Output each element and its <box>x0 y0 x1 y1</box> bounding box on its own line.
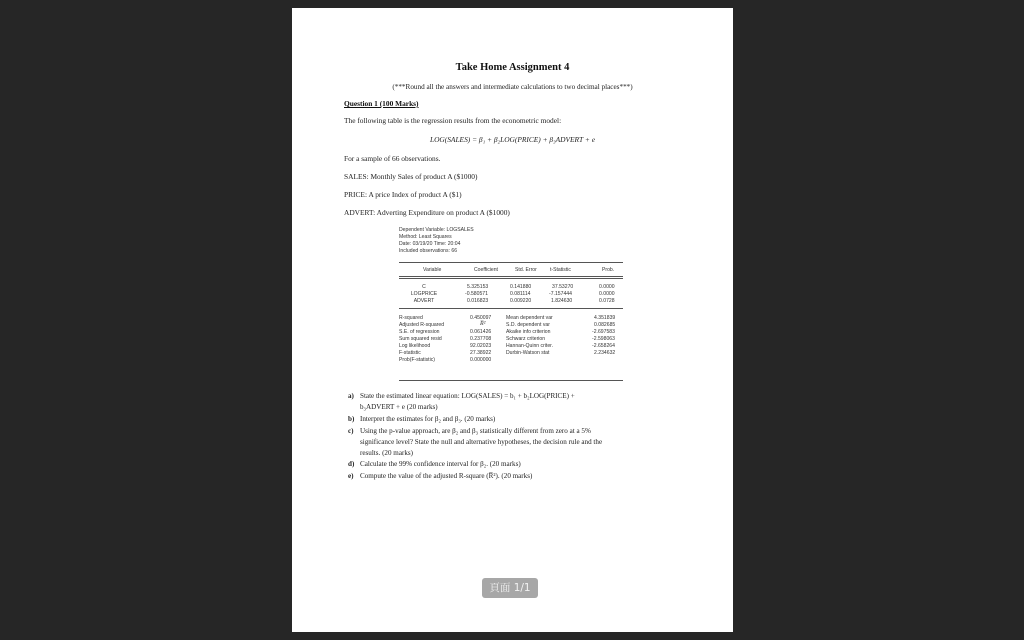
table-rule <box>399 380 623 381</box>
stat-value: 0.082685 <box>594 322 616 328</box>
page-title: Take Home Assignment 4 <box>455 62 570 73</box>
stat-label: S.E. of regression <box>399 329 440 335</box>
question-item: a) State the estimated linear equation: LOG(SALES) = b₁ + b₂LOG(PRICE) + <box>348 392 575 400</box>
stat-value: 2.234632 <box>594 350 616 356</box>
question-item: b) Interpret the estimates for β₂ and β₃. (20 marks) <box>348 415 496 423</box>
stat-value: 0.061426 <box>470 329 492 335</box>
output-header-line: Dependent Variable: LOGSALES <box>399 227 474 233</box>
rounding-note: (***Round all the answers and intermediate calculations to two decimal places***) <box>392 83 633 91</box>
stat-value: 92.02023 <box>470 343 492 349</box>
stat-value: 0.450097 <box>470 315 492 321</box>
definition-advert: ADVERT: Adverting Expenditure on product A ($1000) <box>344 208 510 217</box>
question-continuation: results. (20 marks) <box>360 449 413 457</box>
definition-price: PRICE: A price Index of product A ($1) <box>344 190 462 199</box>
stat-value: -2.598063 <box>592 336 615 342</box>
stat-label: Mean dependent var <box>506 315 553 321</box>
document-page: Take Home Assignment 4 (***Round all the answers and intermediate calculations to two decimal places***) Question 1 (100 Marks) The following table is the regression results from the econometric model: LOG(SALES) = β₁ + β₂LOG(PRICE) + β₃ADVERT + e For a sample of 66 observations. SALES: Monthly Sales of product A ($1000) PRICE: A price Index of product A ($1) ADVERT: Adverting Expenditure on product A ($1000) Dependent Variable: LOGSALES Method: Least Squares Date: 03/19/20 Time: 20:04 Included observations: 66 Variable Coefficient Std. Error t-Statistic Prob. C 5.325153 0.141880 37.53270 0.0000 LOGPRICE -0.580571 0.081114 -7.157444 0.0000 ADVERT 0.016823 0.009220 1.824630 0.0728 R-squared 0.450097 Adjusted R-squared R̅² S.E. of regression 0.061426 Sum squared resid 0.237708 Log likelihood 92.02023 F-statistic 27.38922 Prob(F-statistic) 0.000000 Mean dependent var 4.351839 S.D. dependent var 0.082685 Akaike info criterion -2.697583 Schwarz criterion -2.598063 Hannan-Quinn criter. -2.658264 Durbin-Watson stat 2.234632 a) State the estimated linear equation: LOG(SALES) = b₁ + b₂LOG(PRICE) + b₃ADVERT + e (20 marks) b) Interpret the estimates for β₂ and β₃. (20 marks) c) Using the p-value approach, are β₂ and β₃ statistically different from zero at a 5% significance level? State the null and alternative hypotheses, the decision rule and the results. (20 marks) d) Calculate the 99% confidence interval for β₂. (20 marks) e) Compute the value of the adjusted R-square (R̅²). (20 marks) <box>292 8 733 632</box>
stat-value: 0.000000 <box>470 357 492 363</box>
stat-label: Log likelihood <box>399 343 431 349</box>
stat-label: Sum squared resid <box>399 336 442 342</box>
column-header: t-Statistic <box>550 267 571 273</box>
stat-label: Adjusted R-squared <box>399 322 445 328</box>
stat-label: R-squared <box>399 315 423 321</box>
page-indicator[interactable]: 頁面 1/1 <box>482 578 538 598</box>
model-equation: LOG(SALES) = β₁ + β₂LOG(PRICE) + β₃ADVERT + e <box>429 135 595 144</box>
question-continuation: b₃ADVERT + e (20 marks) <box>360 403 438 411</box>
stat-value: -2.658264 <box>592 343 615 349</box>
column-header: Variable <box>423 267 442 273</box>
stat-value: 4.351839 <box>594 315 616 321</box>
stat-label: Durbin-Watson stat <box>506 350 550 356</box>
stat-label: Akaike info criterion <box>506 329 551 335</box>
question-continuation: significance level? State the null and alternative hypotheses, the decision rule and the <box>360 438 603 446</box>
question-item: e) Compute the value of the adjusted R-square (R̅²). (20 marks) <box>348 472 533 480</box>
output-header-line: Date: 03/19/20 Time: 20:04 <box>399 241 461 247</box>
stat-label: Prob(F-statistic) <box>399 357 435 363</box>
output-header-line: Included observations: 66 <box>399 248 458 254</box>
question-item: d) Calculate the 99% confidence interval for β₂. (20 marks) <box>348 460 521 468</box>
table-rule <box>399 308 623 309</box>
stat-value: 0.237708 <box>470 336 492 342</box>
table-rule <box>399 262 623 263</box>
stat-label: F-statistic <box>399 350 421 356</box>
definition-sales: SALES: Monthly Sales of product A ($1000) <box>344 172 478 181</box>
stat-value: R̅² <box>480 321 486 327</box>
question-item: c) Using the p-value approach, are β₂ and β₃ statistically different from zero at a 5% <box>348 427 591 435</box>
question-heading: Question 1 (100 Marks) <box>344 99 419 108</box>
intro-text: The following table is the regression results from the econometric model: <box>344 116 562 125</box>
table-rule <box>399 278 623 279</box>
table-rule <box>399 276 623 277</box>
column-header: Prob. <box>602 267 615 273</box>
stat-value: -2.697583 <box>592 329 615 335</box>
stat-value: 27.38922 <box>470 350 492 356</box>
stat-label: S.D. dependent var <box>506 322 550 328</box>
column-header: Coefficient <box>474 267 498 273</box>
column-header: Std. Error <box>515 267 537 273</box>
output-header-line: Method: Least Squares <box>399 234 452 240</box>
stat-label: Hannan-Quinn criter. <box>506 343 553 349</box>
stat-label: Schwarz criterion <box>506 336 546 342</box>
sample-note: For a sample of 66 observations. <box>344 154 441 163</box>
